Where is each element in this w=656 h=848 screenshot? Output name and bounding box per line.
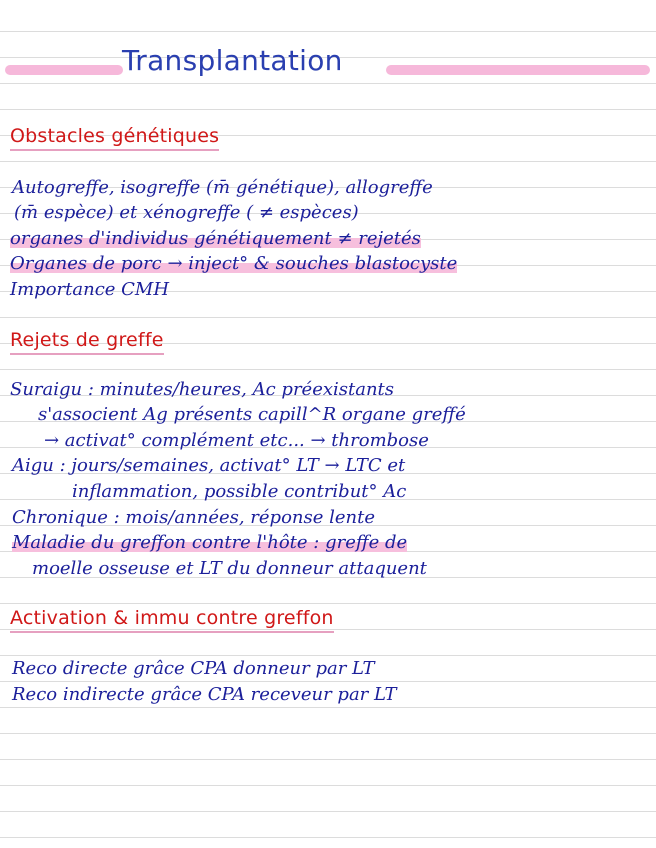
note-line: moelle osseuse et LT du donneur attaquent xyxy=(32,558,427,579)
note-line: Chronique : mois/années, réponse lente xyxy=(12,507,376,528)
note-line: Organes de porc → inject° & souches blastocyste xyxy=(10,253,458,274)
title-highlight-right xyxy=(386,65,650,75)
note-line: (m̄ espèce) et xénogreffe ( ≠ espèces) xyxy=(14,202,359,223)
note-line: Reco indirecte grâce CPA receveur par LT xyxy=(12,684,397,705)
note-line: Maladie du greffon contre l'hôte : greffe de xyxy=(12,532,408,553)
note-line: Aigu : jours/semaines, activat° LT → LTC et xyxy=(12,455,406,476)
note-line: s'associent Ag présents capill^R organe greffé xyxy=(38,404,466,425)
note-line: organes d'individus génétiquement ≠ rejetés xyxy=(10,228,421,249)
title-highlight-left xyxy=(5,65,123,75)
section-heading-activation: Activation & immu contre greffon xyxy=(10,606,334,633)
note-line: → activat° complément etc... → thrombose xyxy=(44,430,429,451)
note-line: Autogreffe, isogreffe (m̄ génétique), allogreffe xyxy=(12,177,433,198)
page-title: Transplantation xyxy=(122,44,343,77)
note-line: Importance CMH xyxy=(10,279,170,300)
note-line: inflammation, possible contribut° Ac xyxy=(72,481,407,502)
section-heading-obstacles: Obstacles génétiques xyxy=(10,124,219,151)
note-line: Reco directe grâce CPA donneur par LT xyxy=(12,658,375,679)
section-heading-rejets: Rejets de greffe xyxy=(10,328,164,355)
note-line: Suraigu : minutes/heures, Ac préexistants xyxy=(10,379,395,400)
title-row xyxy=(0,40,656,80)
